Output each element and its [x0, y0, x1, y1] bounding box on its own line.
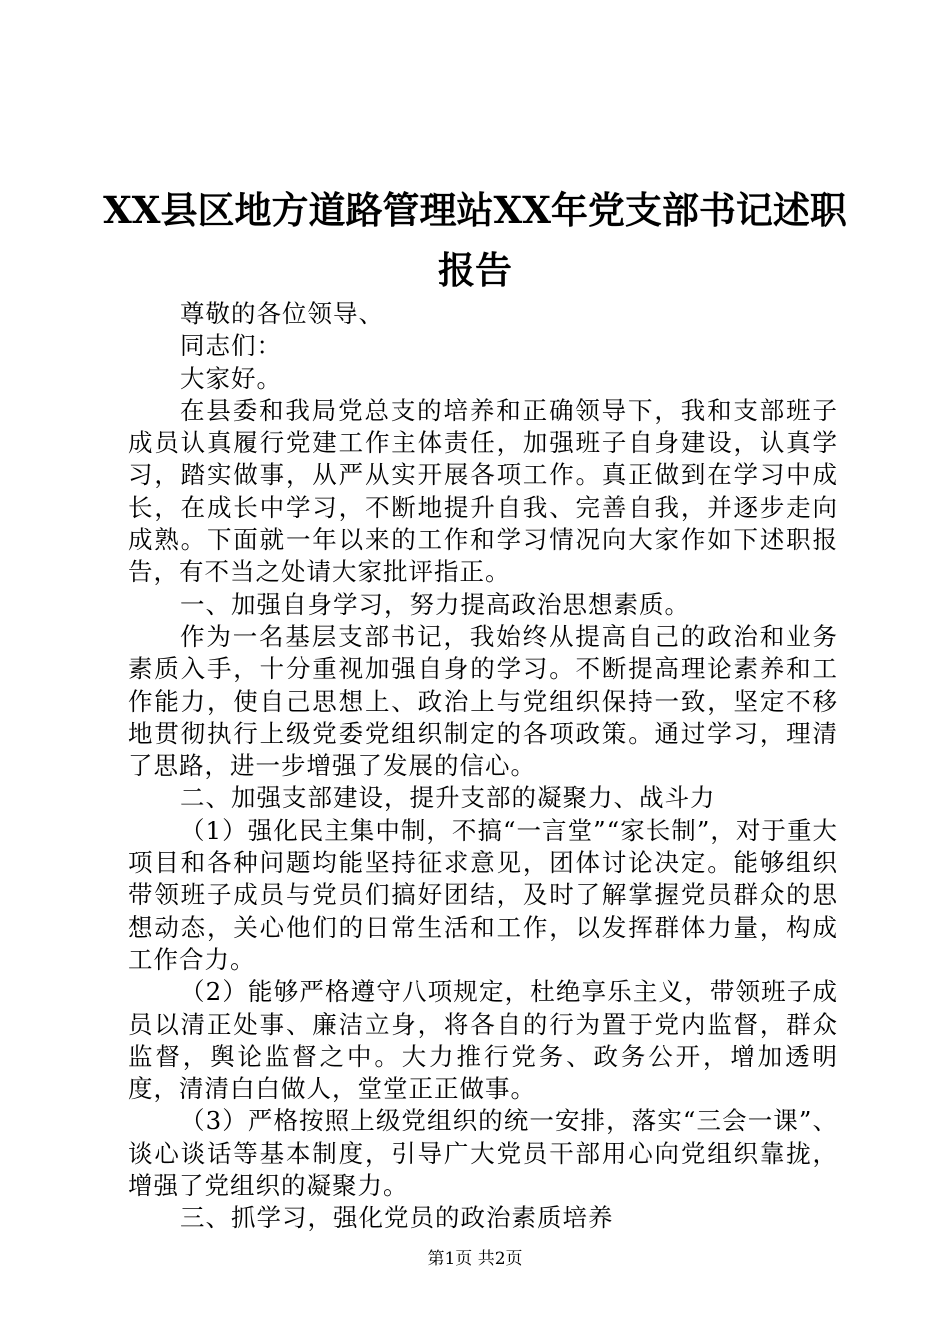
body-paragraph: 作为一名基层支部书记，我始终从提高自己的政治和业务素质入手，十分重视加强自身的学习。不断提高理论素养和工作能力，使自己思想上、政治上与党组织保持一致，坚定不移地贯彻执行上级党委党组织制定的各项政策。通过学习，理清了思路，进一步增强了发展的信心。: [128, 621, 838, 781]
salutation-paragraph: 同志们：: [180, 331, 282, 361]
body-paragraph: （3）严格按照上级党组织的统一安排，落实“三会一课”、谈心谈话等基本制度，引导广大党员干部用心向党组织靠拢，增强了党组织的凝聚力。: [128, 1106, 838, 1201]
greeting-paragraph: 大家好。: [180, 363, 282, 393]
page-number-footer: 第1页 共2页: [427, 1249, 523, 1269]
body-paragraph: （1）强化民主集中制，不搞“一言堂”“家长制”，对于重大项目和各种问题均能坚持征求意见，团体讨论决定。能够组织带领班子成员与党员们搞好团结，及时了解掌握党员群众的思想动态，关心他们的日常生活和工作，以发挥群体力量，构成工作合力。: [128, 815, 838, 974]
salutation-paragraph: 尊敬的各位领导、: [180, 299, 384, 328]
document-body: [128, 298, 838, 1235]
section-heading: 一、加强自身学习，努力提高政治思想素质。: [180, 589, 690, 619]
section-heading: 三、抓学习，强化党员的政治素质培养: [180, 1203, 614, 1233]
document-title-line-2: 报告: [438, 248, 512, 292]
document-title-line-1: XX县区地方道路管理站XX年党支部书记述职: [103, 188, 847, 232]
intro-paragraph: 在县委和我局党总支的培养和正确领导下，我和支部班子成员认真履行党建工作主体责任，加强班子自身建设，认真学习，踏实做事，从严从实开展各项工作。真正做到在学习中成长，在成长中学习，不断地提升自我、完善自我，并逐步走向成熟。下面就一年以来的工作和学习情况向大家作如下述职报告，有不当之处请大家批评指正。: [128, 395, 838, 587]
body-paragraph: （2）能够严格遵守八项规定，杜绝享乐主义，带领班子成员以清正处事、廉洁立身，将各自的行为置于党内监督，群众监督，舆论监督之中。大力推行党务、政务公开，增加透明度，清清白白做人，堂堂正正做事。: [128, 977, 838, 1104]
section-heading: 二、加强支部建设，提升支部的凝聚力、战斗力: [180, 783, 716, 813]
